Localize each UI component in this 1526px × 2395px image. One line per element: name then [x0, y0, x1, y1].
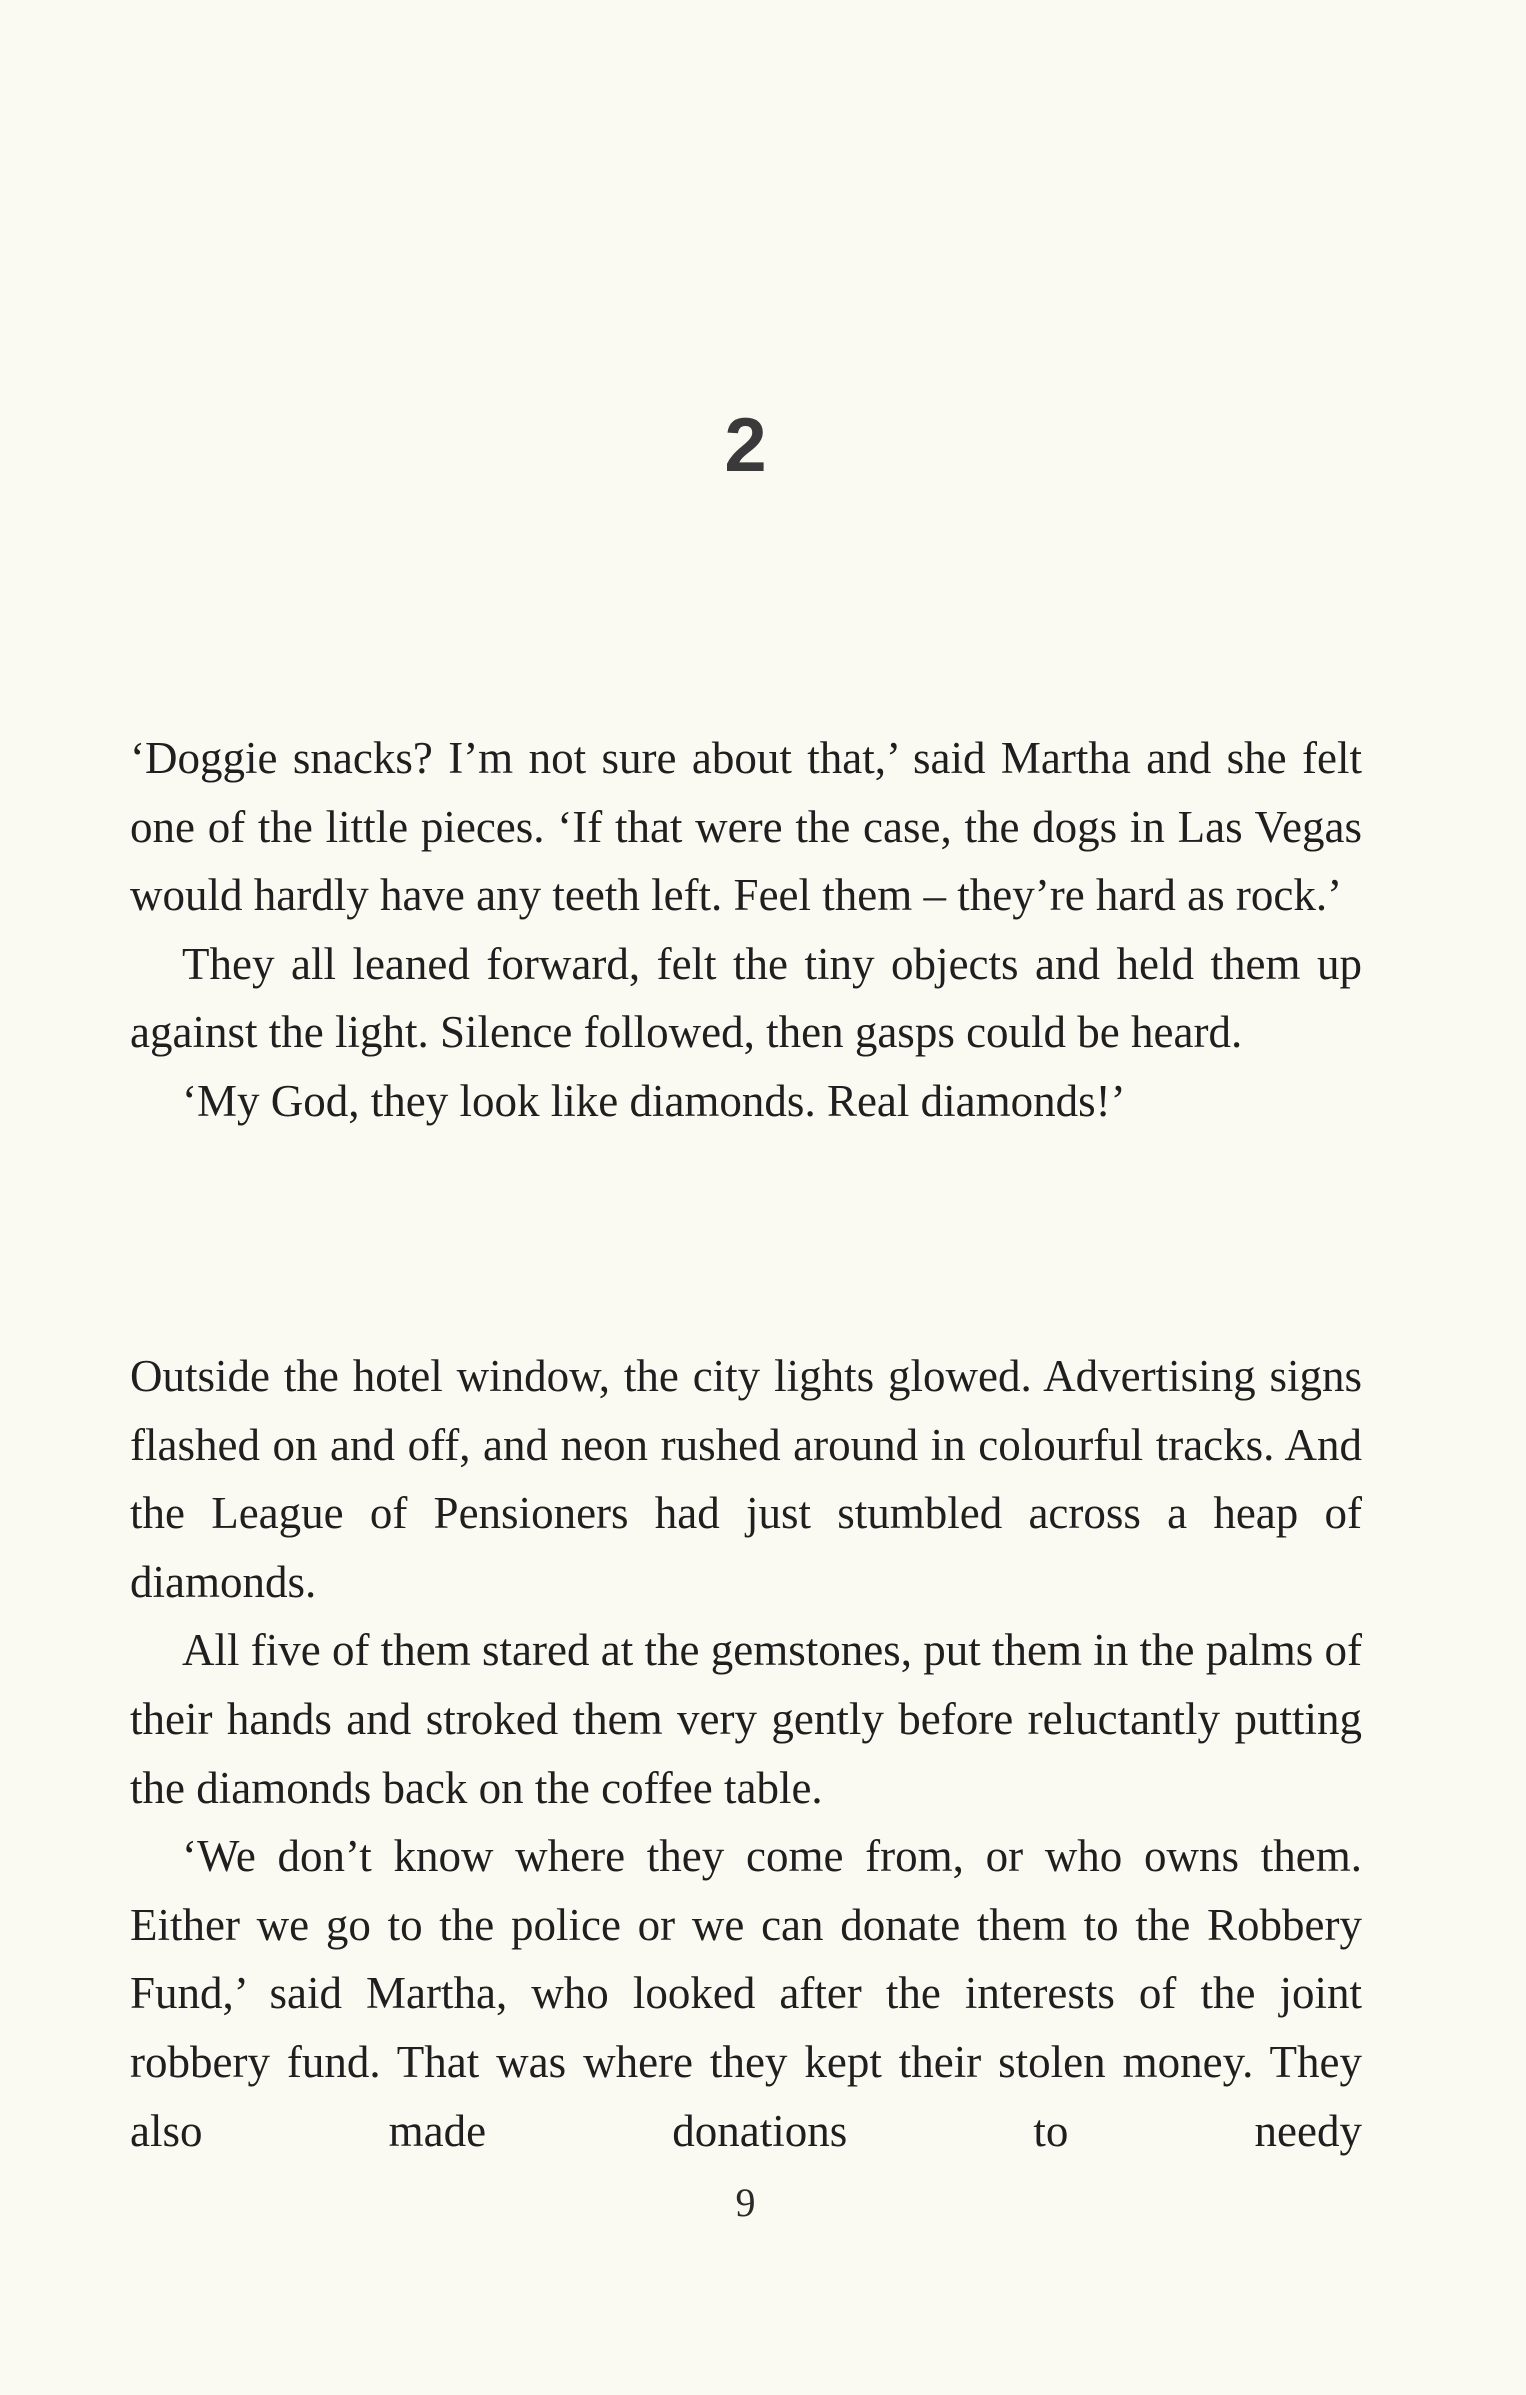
paragraph: All five of them stared at the gemstones, put them in the palms of their hands and stroked them very gently before reluctantly putting the diamonds back on the coffee table. [130, 1625, 1362, 1813]
paragraph: ‘My God, they look like diamonds. Real diamonds!’ [182, 1075, 1126, 1126]
section-2-text [130, 1342, 1362, 2165]
paragraph: They all leaned forward, felt the tiny objects and held them up against the light. Silence followed, then gasps could be heard. [130, 938, 1362, 1058]
paragraph: ‘We don’t know where they come from, or who owns them. Either we go to the police or we can donate them to the Robbery Fund,’ said Martha, who looked after the interests of the joint robbery fund. That was where they kept their stolen money. They also made donations to needy [130, 1831, 1362, 2156]
paragraph: Outside the hotel window, the city lights glowed. Advertising signs flashed on and off, and neon rushed around in colourful tracks. And the League of Pensioners had just stumbled across a heap of diamonds. [130, 1351, 1362, 1607]
paragraph: ‘Doggie snacks? I’m not sure about that,’ said Martha and she felt one of the little pieces. ‘If that were the case, the dogs in Las Vegas would hardly have any teeth left. Feel them – they’re hard as rock.’ [130, 733, 1362, 921]
chapter-number: 2 [724, 403, 767, 488]
page-number: 9 [735, 2180, 756, 2225]
section-1-text [130, 724, 1362, 1136]
